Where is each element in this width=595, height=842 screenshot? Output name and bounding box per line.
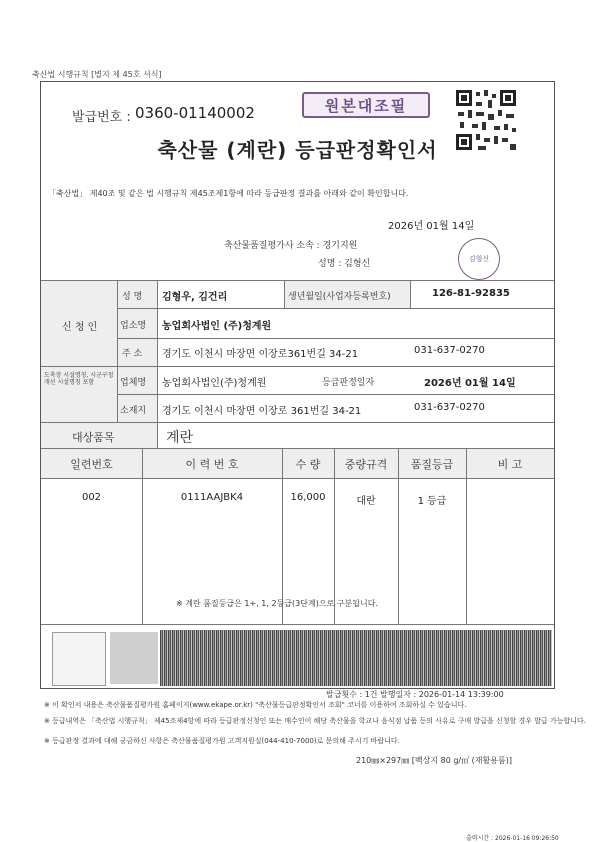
grading-date-label: 등급판정일자 bbox=[322, 378, 375, 388]
row-quantity: 16,000 bbox=[290, 492, 326, 503]
issue-number-label: 발급번호 : bbox=[72, 110, 131, 125]
applicant-phone: 031-637-0270 bbox=[414, 345, 485, 356]
birth-label: 생년월일(사업자등록번호) bbox=[288, 292, 391, 302]
document-title: 축산물 (계란) 등급판정확인서 bbox=[157, 138, 438, 162]
facility-location: 경기도 이천시 마장면 이장로 361번길 34-21 bbox=[162, 406, 362, 417]
seal-area bbox=[52, 632, 106, 686]
row-trace-number: 0111AAJBK4 bbox=[180, 492, 244, 503]
footnote-2: ※ 등급내역은 「축산법 시행규칙」 제45조제4항에 따라 등급판정신청인 또는 매수인이 해당 축산물을 학교나 음식점 납품 등의 사유로 구매 발급을 신청할 경우 발급 가능합니다. bbox=[44, 717, 586, 725]
official-seal bbox=[458, 238, 500, 280]
seal-area-shaded bbox=[110, 632, 158, 684]
evaluator-name: 성명 : 김형신 bbox=[318, 259, 371, 269]
applicant-address: 경기도 이천시 마장면 이장로361번길 34-21 bbox=[162, 349, 359, 360]
legal-reference: 축산법 시행규칙 [별지 제 45호 서식] bbox=[32, 70, 162, 79]
applicant-label-column bbox=[41, 280, 117, 422]
footnote-1: ※ 이 확인서 내용은 축산물품질평가원 홈페이지(www.ekape.or.kr) "축산물등급판정확인서 조회" 코너를 이용하여 조회하실 수 있습니다. bbox=[44, 701, 467, 709]
company-label: 업소명 bbox=[120, 321, 147, 331]
col-trace-number: 이 력 번 호 bbox=[185, 458, 239, 471]
target-item: 계란 bbox=[166, 430, 194, 446]
security-pattern bbox=[160, 630, 552, 686]
facility-section-label: 도축장 시설명칭, 시군구청 개선 시설명칭 포함 bbox=[44, 372, 114, 386]
company-name: 농업회사법인 (주)청계원 bbox=[162, 321, 272, 332]
print-count: 발급횟수 : 1건 발행일자 : 2026-01-14 13:39:00 bbox=[326, 690, 504, 699]
col-serial: 일련번호 bbox=[70, 458, 113, 471]
seal-text: 김형신 bbox=[468, 255, 490, 263]
footnote-3: ※ 등급판정 결과에 대해 궁금하신 사항은 축산물품질평가원 고객지원실(044-410-7000)로 문의해 주시기 바랍니다. bbox=[44, 737, 400, 745]
col-remark: 비 고 bbox=[497, 458, 523, 471]
facility-name: 농업회사법인(주)청계원 bbox=[162, 378, 267, 389]
evaluator-office: 축산물품질평가사 소속 : 경기지원 bbox=[224, 241, 358, 251]
grading-date: 2026년 01월 14일 bbox=[424, 378, 516, 389]
address-label: 주 소 bbox=[122, 349, 143, 359]
business-reg-number: 126-81-92835 bbox=[432, 288, 510, 299]
intro-statement: 「축산법」 제40조 및 같은 법 시행규칙 제45조제1항에 따라 등급판정 결과를 아래와 같이 확인합니다. bbox=[48, 189, 409, 198]
applicant-name: 김형우, 김건리 bbox=[162, 292, 228, 303]
col-quantity: 수 량 bbox=[295, 458, 321, 471]
paper-spec: 210㎜×297㎜ [백상지 80 g/㎡ (재활용품)] bbox=[356, 756, 512, 765]
target-item-label: 대상품목 bbox=[72, 431, 115, 444]
issue-number: 0360-01140002 bbox=[135, 104, 255, 122]
col-weight: 중량규격 bbox=[344, 458, 388, 471]
grade-note: ※ 계란 품질등급은 1+, 1, 2등급(3단계)으로 구분됩니다. bbox=[176, 599, 378, 608]
name-label: 성 명 bbox=[122, 292, 143, 302]
applicant-section-label: 신 청 인 bbox=[62, 322, 98, 333]
stamp-text: 원본대조필 bbox=[324, 96, 408, 115]
col-grade: 품질등급 bbox=[410, 458, 454, 471]
row-serial: 002 bbox=[81, 492, 102, 503]
original-verified-stamp bbox=[302, 92, 430, 118]
facility-name-label: 업체명 bbox=[120, 378, 147, 388]
row-weight: 대란 bbox=[356, 496, 376, 507]
issue-date: 2026년 01월 14일 bbox=[388, 221, 475, 232]
printed-time: 출력시간 : 2026-01-16 09:26:50 bbox=[466, 835, 559, 842]
facility-phone: 031-637-0270 bbox=[414, 402, 485, 413]
row-grade: 1 등급 bbox=[417, 496, 447, 507]
location-label: 소재지 bbox=[120, 406, 147, 416]
